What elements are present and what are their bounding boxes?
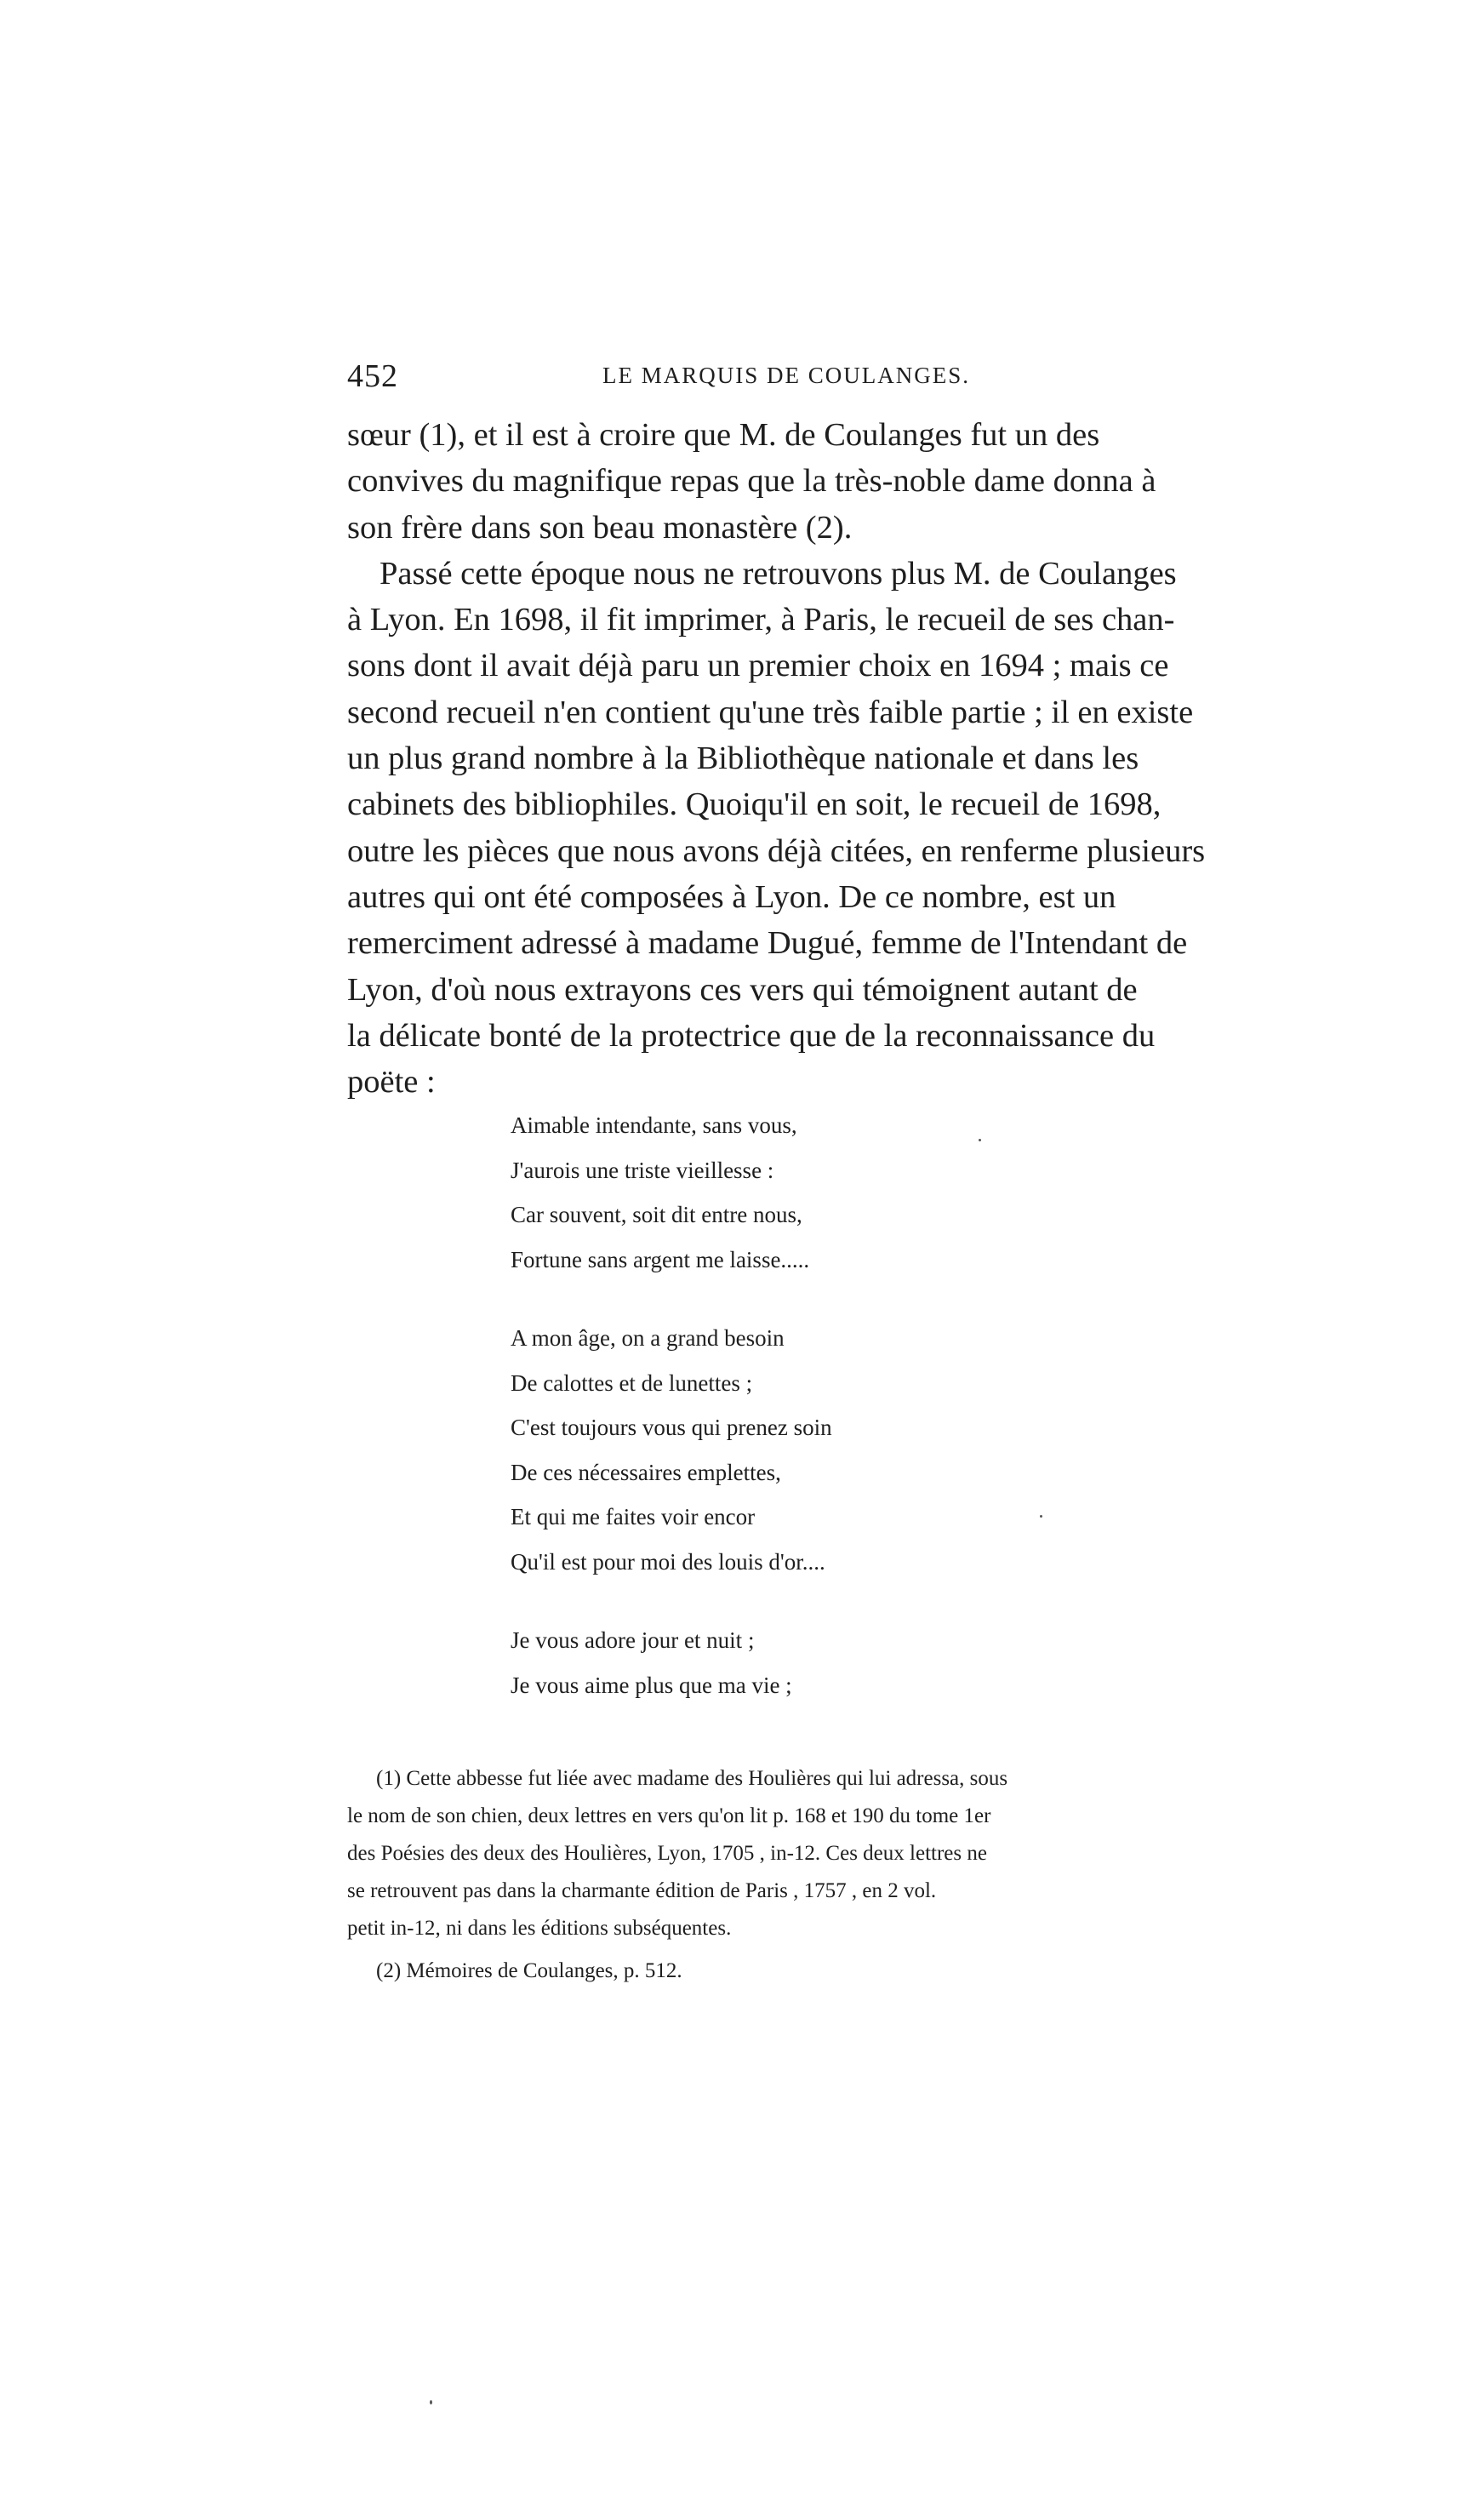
verse-line: De calottes et de lunettes ; bbox=[511, 1369, 753, 1396]
footnote-2 bbox=[347, 1953, 1266, 1990]
paragraph-1 bbox=[347, 412, 1266, 551]
verse-quotation bbox=[511, 1103, 1106, 1741]
text-line: sœur (1), et il est à croire que M. de Coulanges fut un des bbox=[347, 417, 1100, 453]
verse-line: Fortune sans argent me laisse..... bbox=[511, 1246, 810, 1272]
body-text bbox=[347, 412, 1266, 1105]
text-line: poëte : bbox=[347, 1064, 436, 1101]
text-line: Lyon, d'où nous extrayons ces vers qui témoignent autant de bbox=[347, 971, 1138, 1008]
verse-line: J'aurois une triste vieillesse : bbox=[511, 1157, 774, 1183]
running-head bbox=[347, 357, 1002, 402]
text-line: son frère dans son beau monastère (2). bbox=[347, 509, 853, 546]
footnote-line: (1) Cette abbesse fut liée avec madame des Houlières qui lui adressa, sous bbox=[376, 1767, 1008, 1790]
footnotes bbox=[347, 1760, 1266, 1990]
text-line: outre les pièces que nous avons déjà citées, en renferme plusieurs bbox=[347, 832, 1206, 869]
scan-speck bbox=[979, 1139, 981, 1141]
verse-line: Car souvent, soit dit entre nous, bbox=[511, 1202, 802, 1227]
footnote-line: se retrouvent pas dans la charmante édition de Paris , 1757 , en 2 vol. bbox=[347, 1879, 937, 1902]
footnote-line: des Poésies des deux des Houlières, Lyon, 1705 , in-12. Ces deux lettres ne bbox=[347, 1842, 987, 1865]
text-line: cabinets des bibliophiles. Quoiqu'il en soit, le recueil de 1698, bbox=[347, 786, 1162, 823]
verse-line: Aimable intendante, sans vous, bbox=[511, 1112, 797, 1138]
verse-line: Qu'il est pour moi des louis d'or.... bbox=[511, 1548, 825, 1575]
paragraph-2 bbox=[347, 551, 1266, 1106]
verse-line: Et qui me faites voir encor bbox=[511, 1504, 756, 1529]
verse-line: C'est toujours vous qui prenez soin bbox=[511, 1415, 832, 1440]
verse-line: Je vous adore jour et nuit ; bbox=[511, 1627, 755, 1653]
text-line: autres qui ont été composées à Lyon. De ce nombre, est un bbox=[347, 878, 1116, 915]
text-line: la délicate bonté de la protectrice que de la reconnaissance du bbox=[347, 1017, 1156, 1054]
verse-line: A mon âge, on a grand besoin bbox=[511, 1325, 785, 1351]
footnote-1 bbox=[347, 1760, 1266, 1947]
scan-speck bbox=[430, 2400, 432, 2404]
footnote-line: petit in-12, ni dans les éditions subséquentes. bbox=[347, 1917, 732, 1940]
stanza-2 bbox=[511, 1316, 1106, 1584]
footnote-line: (2) Mémoires de Coulanges, p. 512. bbox=[376, 1959, 682, 1982]
text-line: à Lyon. En 1698, il fit imprimer, à Paris, le recueil de ses chan- bbox=[347, 602, 1175, 638]
text-line: convives du magnifique repas que la très-noble dame donna à bbox=[347, 463, 1156, 500]
verse-line: Je vous aime plus que ma vie ; bbox=[511, 1672, 792, 1698]
running-title: LE MARQUIS DE COULANGES. bbox=[602, 363, 970, 388]
text-line: sons dont il avait déjà paru un premier choix en 1694 ; mais ce bbox=[347, 648, 1169, 684]
scan-speck bbox=[1040, 1515, 1042, 1518]
verse-line: De ces nécessaires emplettes, bbox=[511, 1459, 781, 1485]
stanza-3 bbox=[511, 1618, 1106, 1707]
page-number: 452 bbox=[347, 358, 398, 394]
text-line: remerciment adressé à madame Dugué, femme de l'Intendant de bbox=[347, 925, 1188, 962]
stanza-1 bbox=[511, 1103, 1106, 1282]
text-line: Passé cette époque nous ne retrouvons plus M. de Coulanges bbox=[380, 555, 1177, 592]
text-line: un plus grand nombre à la Bibliothèque nationale et dans les bbox=[347, 740, 1139, 777]
footnote-line: le nom de son chien, deux lettres en vers qu'on lit p. 168 et 190 du tome 1er bbox=[347, 1804, 991, 1827]
text-line: second recueil n'en contient qu'une très faible partie ; il en existe bbox=[347, 694, 1194, 730]
